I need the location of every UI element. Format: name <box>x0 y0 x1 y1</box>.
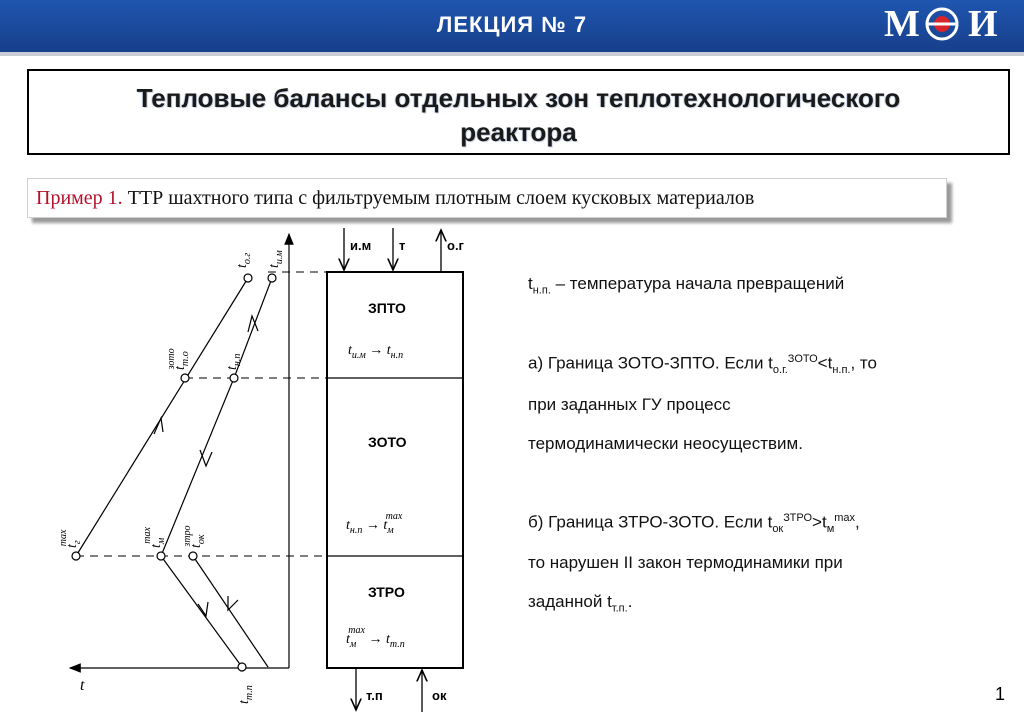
page-number: 1 <box>995 684 1006 704</box>
example-text <box>36 187 754 210</box>
material-line-mid <box>161 378 234 556</box>
point-og <box>244 274 252 282</box>
gas-temperature-line <box>76 278 248 556</box>
note-zoto-zpto: а) Граница ЗОТО-ЗПТО. Если $t_{о.г.}^{ЗОТО}<t_{н.п.}$, то <box>528 353 877 377</box>
point-m-max <box>157 552 165 560</box>
logo: М И <box>884 3 998 45</box>
note-line-4: термодинамически неосуществим. <box>528 434 803 453</box>
arrow-t-label: т <box>399 238 406 253</box>
axis-label-t: t <box>80 677 85 694</box>
label-t-ok: $t_{ок}зтро$ <box>182 525 207 548</box>
gas-line-arrow <box>154 418 163 434</box>
mei-logo-icon <box>920 6 964 42</box>
slide-title-line1: Тепловые балансы отдельных зон теплотехнологического <box>136 83 901 113</box>
zone-ztro-transition: $t_м\max \to t_{т.п}$ <box>346 625 405 650</box>
point-im <box>268 274 276 282</box>
point-t-max <box>72 552 80 560</box>
lecture-title: ЛЕКЦИЯ № 7 <box>436 12 588 37</box>
zone-ztro-label: ЗТРО <box>368 584 405 600</box>
example-label: Пример 1. <box>36 187 123 209</box>
label-t-to: $t_{т.о}зото$ <box>166 348 191 370</box>
zone-zpto-label: ЗПТО <box>368 300 406 316</box>
header-bar <box>0 0 1024 52</box>
note-ztro-zoto: б) Граница ЗТРО-ЗОТО. Если $t_{ок}^{ЗТРО}>t_м^{max}$, <box>528 512 860 536</box>
note-start-temp: $t_{н.п.}$ – температура начала превращений <box>528 274 845 297</box>
point-ok <box>189 552 197 560</box>
zone-zpto-transition: $t_{и.м} \to t_{н.п}$ <box>348 343 404 361</box>
label-t-g-max: $t_г\max$ <box>58 529 83 548</box>
note-line-6: то нарушен II закон термодинамики при <box>528 553 843 572</box>
label-t-im: $t_{и.м}$ <box>267 250 285 268</box>
label-t-tp: $t_{т.п}$ <box>237 685 255 704</box>
example-box <box>27 178 947 218</box>
point-np <box>230 374 238 382</box>
note-line-7: заданной $t_{т.п.}$. <box>528 592 633 615</box>
label-t-og: $t_{о.г}$ <box>235 252 253 268</box>
reactor-diagram <box>50 222 480 722</box>
example-description: ТТР шахтного типа с фильтруемым плотным слоем кусковых материалов <box>127 187 755 209</box>
arrow-ok-label: ок <box>432 688 447 703</box>
arrow-im-label: и.м <box>350 238 372 253</box>
label-t-np: $t_{н.п}$ <box>225 353 243 370</box>
label-t-m-max: $t_м\max$ <box>142 527 167 548</box>
arrow-tp-label: т.п <box>366 688 383 703</box>
reactor-box <box>327 272 463 668</box>
zone-zoto-transition: $t_{н.п} \to t_м\max$ <box>346 511 403 536</box>
note-line-3: при заданных ГУ процесс <box>528 395 731 414</box>
point-to <box>181 374 189 382</box>
slide-title <box>29 81 1008 149</box>
air-line-arrow <box>228 596 238 610</box>
arrow-og-label: о.г <box>447 238 464 253</box>
zone-zoto-label: ЗОТО <box>368 434 407 450</box>
logo-text: М <box>884 3 920 45</box>
slide-title-line2: реактора <box>460 117 577 147</box>
slide-title-box <box>27 69 1010 155</box>
point-tp <box>238 663 246 671</box>
header-divider <box>0 52 1024 56</box>
